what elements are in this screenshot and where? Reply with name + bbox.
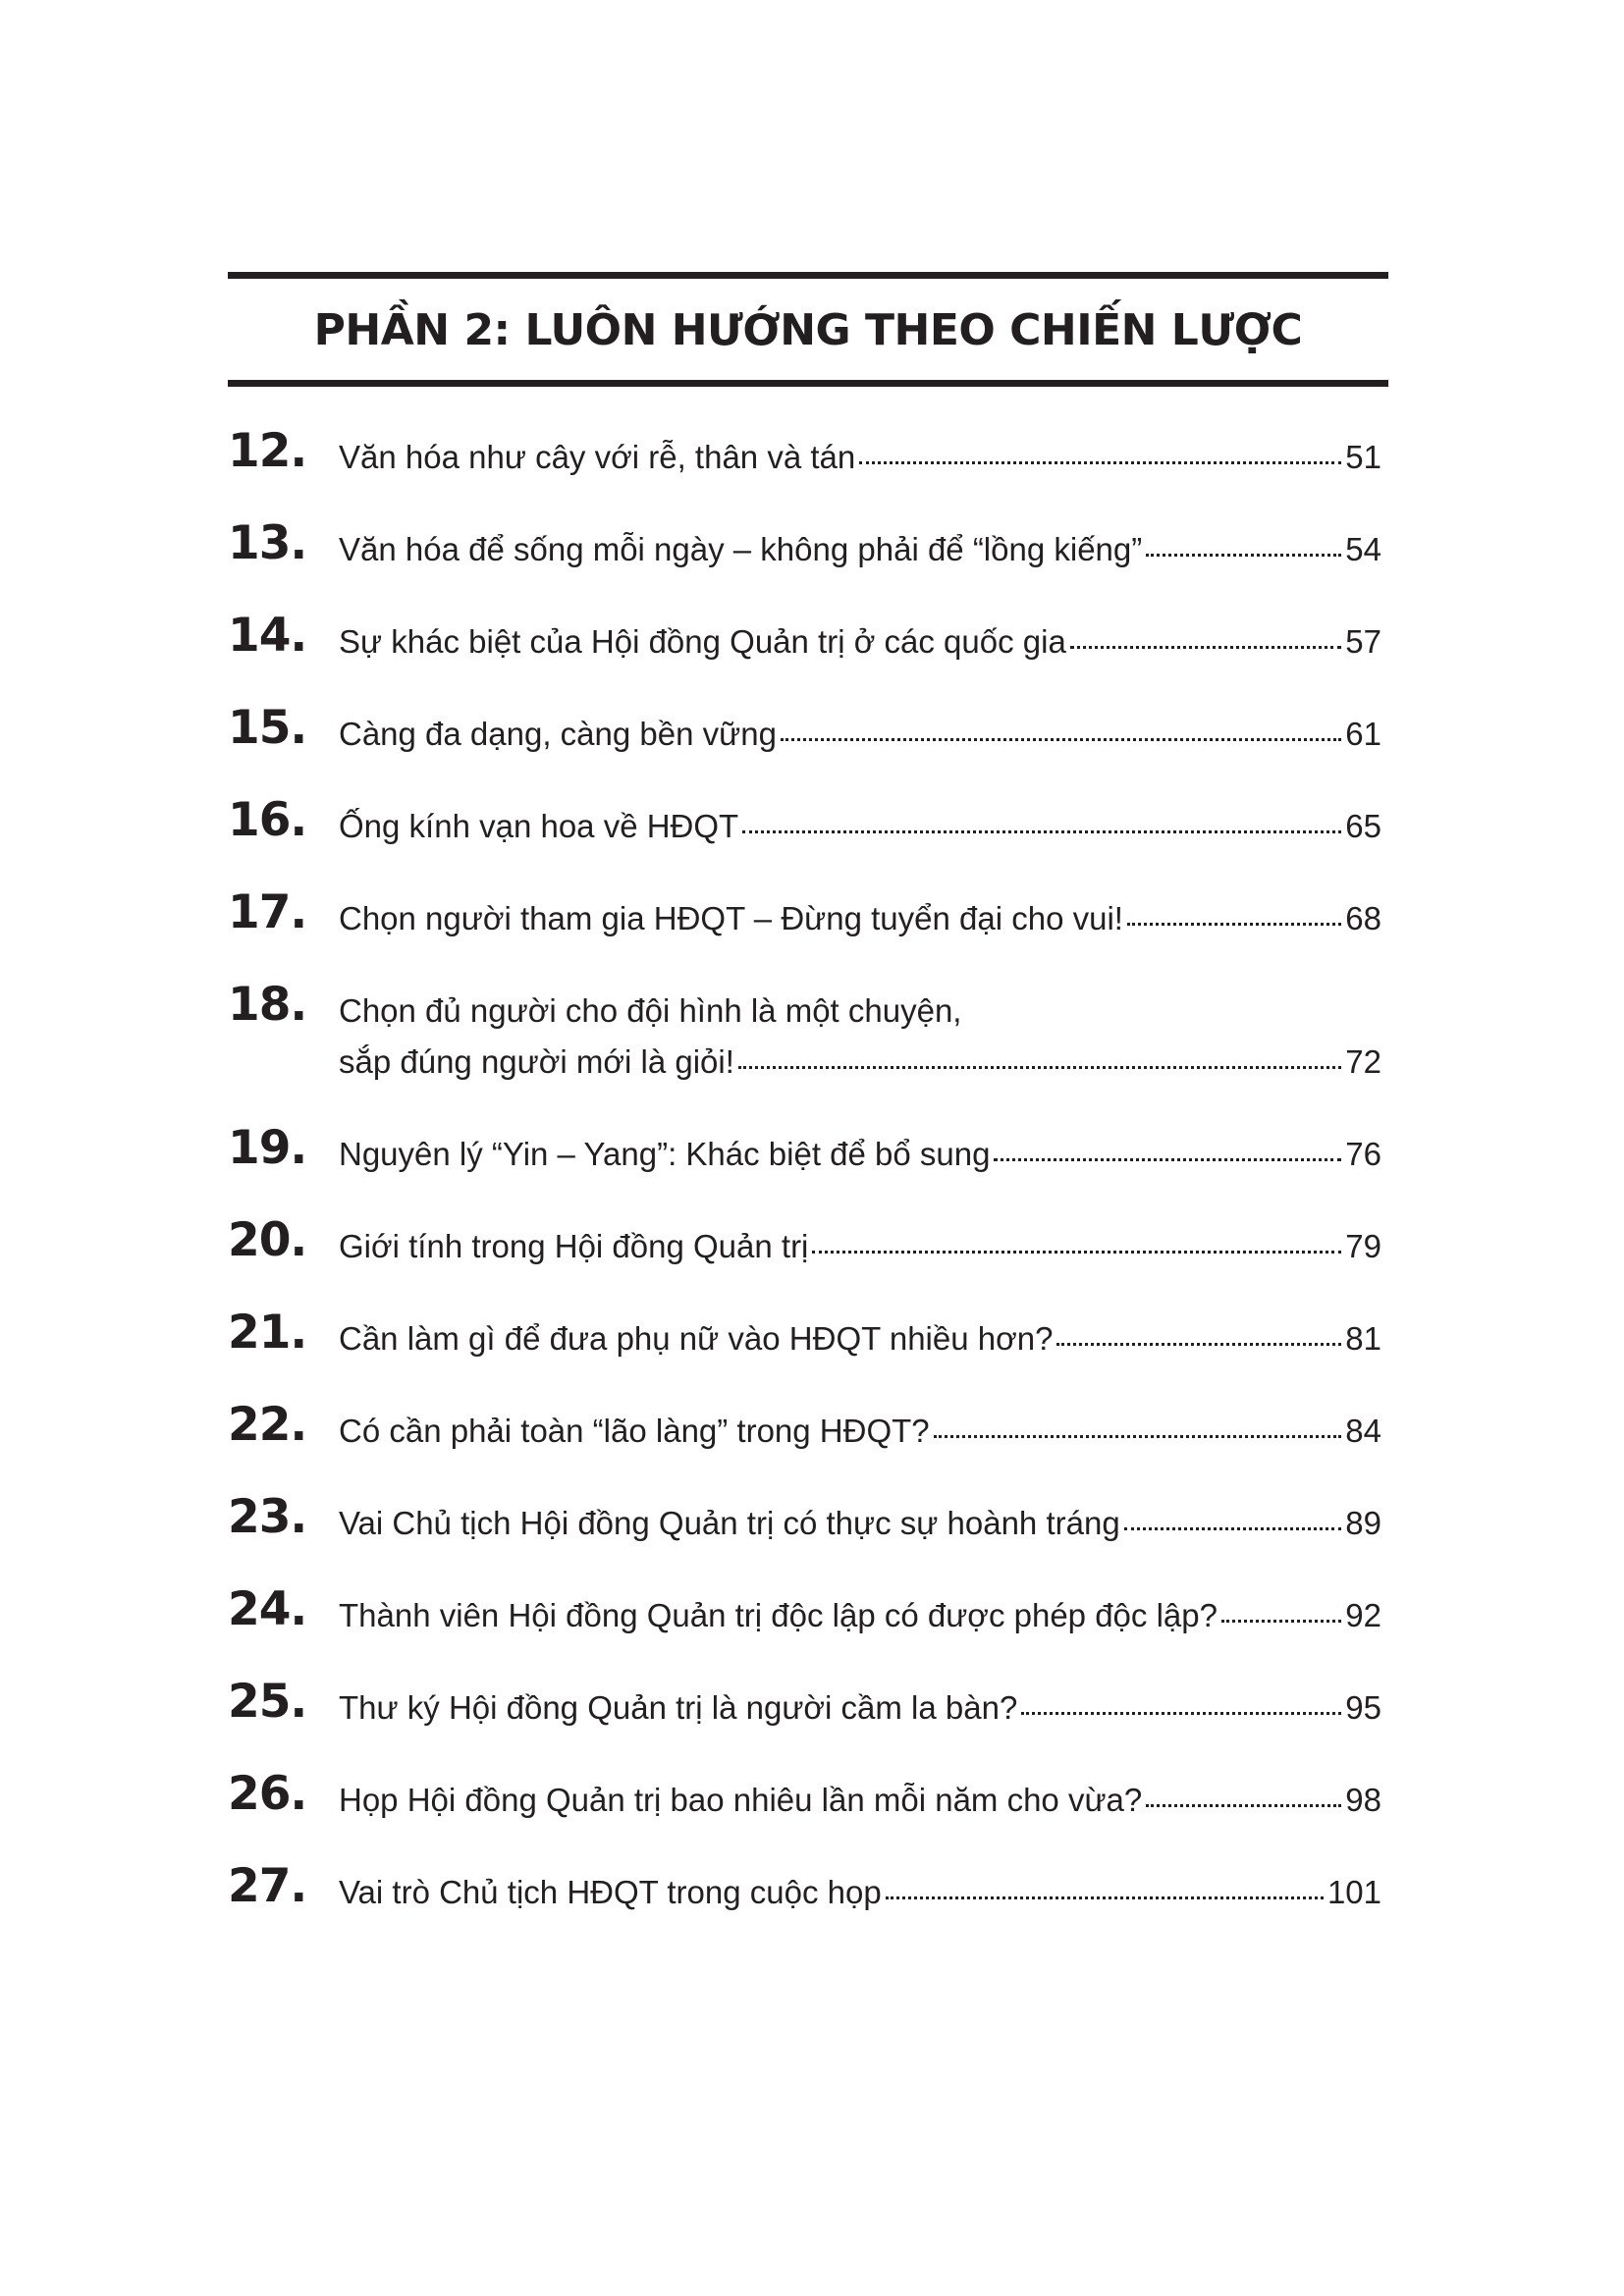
toc-entry-title: Thư ký Hội đồng Quản trị là người cầm la bàn?: [339, 1689, 1018, 1726]
toc-dot-leader: [934, 1435, 1342, 1438]
toc-entry[interactable]: [228, 514, 1381, 607]
toc-entry-line: [339, 897, 1381, 940]
toc-entry-line: [339, 1225, 1381, 1268]
toc-dot-leader: [812, 1251, 1341, 1254]
toc-entry[interactable]: [228, 1211, 1381, 1304]
toc-entry[interactable]: [228, 1396, 1381, 1488]
toc-entry-title: Họp Hội đồng Quản trị bao nhiêu lần mỗi năm cho vừa?: [339, 1782, 1143, 1818]
toc-page-number: 54: [1345, 531, 1381, 567]
toc-dot-leader: [886, 1896, 1324, 1899]
toc-entry-line: [339, 620, 1381, 664]
toc-entry-number: 22.: [228, 1398, 307, 1452]
toc-entry-title: Vai Chủ tịch Hội đồng Quản trị có thực sự hoành tráng: [339, 1505, 1120, 1541]
toc-dot-leader: [1146, 1804, 1341, 1807]
toc-entry-line: [339, 805, 1381, 848]
toc-page-number: 95: [1345, 1689, 1381, 1726]
toc-entry-title: Sự khác biệt của Hội đồng Quản trị ở các quốc gia: [339, 623, 1066, 660]
toc-dot-leader: [1127, 923, 1341, 926]
toc-dot-leader: [994, 1158, 1341, 1161]
toc-entry-number: 14.: [228, 609, 307, 663]
toc-page-number: 89: [1345, 1505, 1381, 1541]
toc-entry-line: [339, 1317, 1381, 1361]
toc-entry-line: [339, 1410, 1381, 1453]
toc-page-number: 57: [1345, 623, 1381, 660]
toc-entry-number: 25.: [228, 1675, 307, 1729]
toc-entry-title: Văn hóa để sống mỗi ngày – không phải để “lồng kiếng”: [339, 531, 1143, 567]
toc-entry-line: [339, 1041, 1381, 1084]
toc-entry-number: 16.: [228, 793, 307, 847]
toc-entry-number: 15.: [228, 701, 307, 755]
toc-dot-leader: [742, 830, 1341, 833]
toc-page-number: 84: [1345, 1413, 1381, 1449]
toc-entry-title: sắp đúng người mới là giỏi!: [339, 1043, 734, 1080]
toc-dot-leader: [1021, 1712, 1341, 1715]
table-of-contents: [228, 422, 1381, 1949]
toc-page-number: 76: [1345, 1136, 1381, 1172]
toc-dot-leader: [1221, 1620, 1341, 1623]
toc-entry[interactable]: [228, 422, 1381, 514]
toc-entry-line: [339, 1133, 1381, 1176]
toc-entry-line: [339, 1502, 1381, 1545]
toc-entry-title: Chọn người tham gia HĐQT – Đừng tuyển đại cho vui!: [339, 900, 1123, 936]
toc-page-number: 51: [1345, 439, 1381, 475]
toc-entry-title: Vai trò Chủ tịch HĐQT trong cuộc họp: [339, 1874, 882, 1910]
toc-page-number: 92: [1345, 1597, 1381, 1633]
toc-entry-title: Càng đa dạng, càng bền vững: [339, 716, 777, 752]
toc-entry-title: Cần làm gì để đưa phụ nữ vào HĐQT nhiều hơn?: [339, 1320, 1054, 1357]
toc-page-number: 72: [1345, 1043, 1381, 1080]
toc-entry-title: Ống kính vạn hoa về HĐQT: [339, 808, 739, 844]
toc-dot-leader: [738, 1066, 1341, 1069]
toc-entry-title: Chọn đủ người cho đội hình là một chuyện,: [339, 992, 962, 1029]
toc-entry-number: 23.: [228, 1490, 307, 1544]
toc-entry[interactable]: [228, 1673, 1381, 1765]
toc-entry[interactable]: [228, 699, 1381, 791]
toc-entry[interactable]: [228, 607, 1381, 699]
toc-page-number: 98: [1345, 1782, 1381, 1818]
toc-page-number: 68: [1345, 900, 1381, 936]
toc-page-number: 65: [1345, 808, 1381, 844]
toc-entry[interactable]: [228, 1857, 1381, 1949]
toc-entry[interactable]: [228, 1765, 1381, 1857]
toc-entry-line: [339, 1871, 1381, 1914]
toc-entry-line: [339, 528, 1381, 571]
toc-entry-number: 18.: [228, 978, 307, 1032]
toc-dot-leader: [1070, 646, 1341, 649]
toc-entry-line: [339, 1686, 1381, 1730]
toc-entry-number: 13.: [228, 516, 307, 570]
toc-entry-title: Giới tính trong Hội đồng Quản trị: [339, 1228, 809, 1264]
toc-dot-leader: [781, 738, 1341, 741]
toc-entry-line: [339, 989, 1381, 1033]
toc-entry-title: Thành viên Hội đồng Quản trị độc lập có được phép độc lập?: [339, 1597, 1218, 1633]
toc-entry[interactable]: [228, 976, 1381, 1119]
toc-entry-number: 27.: [228, 1859, 307, 1913]
toc-page-number: 101: [1326, 1874, 1381, 1910]
toc-entry-number: 12.: [228, 424, 307, 478]
toc-entry-number: 21.: [228, 1306, 307, 1360]
toc-entry-title: Văn hóa như cây với rễ, thân và tán: [339, 439, 856, 475]
toc-entry-number: 20.: [228, 1213, 307, 1267]
section-top-rule: [228, 272, 1388, 279]
toc-dot-leader: [859, 461, 1341, 464]
toc-entry-title: Nguyên lý “Yin – Yang”: Khác biệt để bổ sung: [339, 1136, 991, 1172]
toc-entry-number: 19.: [228, 1121, 307, 1175]
toc-dot-leader: [1124, 1527, 1342, 1530]
toc-entry-number: 17.: [228, 885, 307, 939]
toc-entry[interactable]: [228, 883, 1381, 976]
toc-entry[interactable]: [228, 1119, 1381, 1211]
toc-entry[interactable]: [228, 1304, 1381, 1396]
toc-entry-number: 24.: [228, 1582, 307, 1636]
toc-entry[interactable]: [228, 1488, 1381, 1580]
toc-dot-leader: [1146, 554, 1341, 557]
toc-page-number: 79: [1345, 1228, 1381, 1264]
toc-entry-line: [339, 713, 1381, 756]
toc-entry-line: [339, 436, 1381, 479]
toc-entry[interactable]: [228, 1580, 1381, 1673]
toc-entry-line: [339, 1594, 1381, 1637]
toc-entry-number: 26.: [228, 1767, 307, 1821]
toc-entry-line: [339, 1779, 1381, 1822]
toc-page-number: 81: [1345, 1320, 1381, 1357]
section-title: PHẦN 2: LUÔN HƯỚNG THEO CHIẾN LƯỢC: [313, 305, 1303, 355]
toc-entry-title: Có cần phải toàn “lão làng” trong HĐQT?: [339, 1413, 930, 1449]
toc-dot-leader: [1056, 1343, 1341, 1346]
section-bottom-rule: [228, 380, 1388, 387]
toc-entry[interactable]: [228, 791, 1381, 883]
toc-page-number: 61: [1345, 716, 1381, 752]
